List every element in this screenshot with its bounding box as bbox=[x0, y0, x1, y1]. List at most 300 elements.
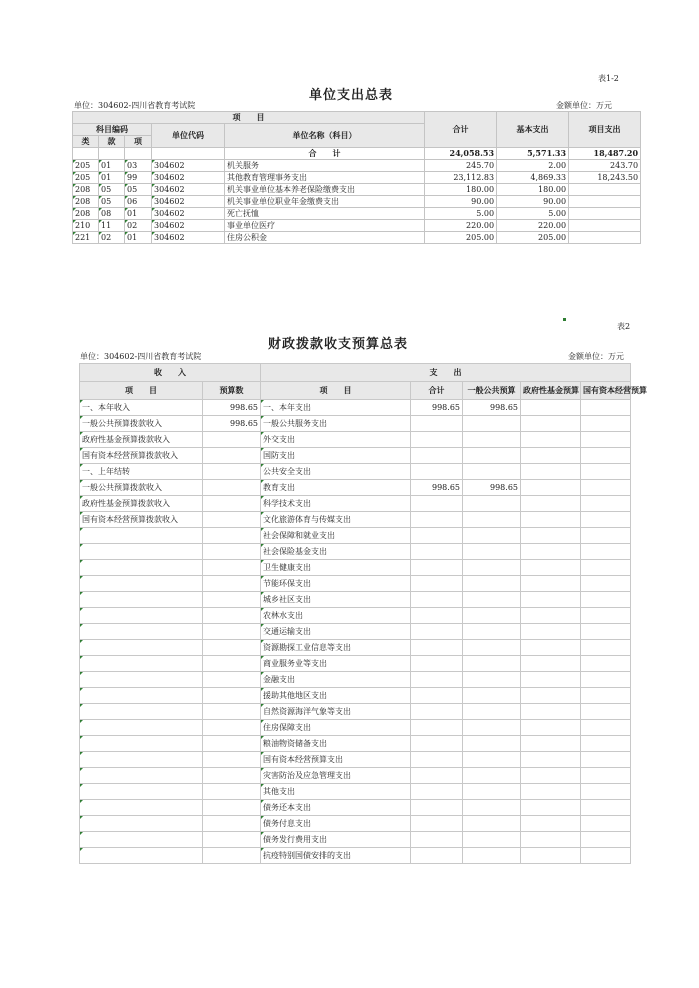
project-cell bbox=[569, 220, 641, 232]
income-item-cell bbox=[80, 704, 203, 720]
gov-fund-cell bbox=[521, 480, 581, 496]
unit-code-cell: 304602 bbox=[152, 208, 225, 220]
general-budget-cell bbox=[463, 608, 521, 624]
table-row bbox=[80, 848, 631, 864]
table-row bbox=[80, 704, 631, 720]
state-capital-cell bbox=[581, 720, 631, 736]
table-row bbox=[80, 640, 631, 656]
income-amount-cell: 998.65 bbox=[203, 400, 261, 416]
income-item-cell bbox=[80, 624, 203, 640]
gov-fund-cell bbox=[521, 640, 581, 656]
income-amount-cell bbox=[203, 640, 261, 656]
project-cell bbox=[569, 184, 641, 196]
expense-item-cell: 科学技术支出 bbox=[261, 496, 411, 512]
general-budget-cell bbox=[463, 768, 521, 784]
expense-total-cell bbox=[411, 640, 463, 656]
state-capital-cell bbox=[581, 656, 631, 672]
expense-total-cell bbox=[411, 768, 463, 784]
state-capital-cell bbox=[581, 640, 631, 656]
basic-cell: 4,869.33 bbox=[497, 172, 569, 184]
general-budget-cell bbox=[463, 592, 521, 608]
table-row bbox=[73, 208, 641, 220]
header-unit-name: 单位名称（科目） bbox=[225, 124, 425, 148]
expense-item-cell: 灾害防治及应急管理支出 bbox=[261, 768, 411, 784]
total-cell: 220.00 bbox=[425, 220, 497, 232]
gov-fund-cell bbox=[521, 448, 581, 464]
income-item-cell bbox=[80, 752, 203, 768]
unit-code-cell: 304602 bbox=[152, 160, 225, 172]
expense-item-cell: 国有资本经营预算支出 bbox=[261, 752, 411, 768]
expense-item-cell: 粮油物资储备支出 bbox=[261, 736, 411, 752]
amount-unit-label: 金额单位：万元 bbox=[568, 352, 624, 361]
expense-item-cell: 国防支出 bbox=[261, 448, 411, 464]
income-item-cell: 政府性基金预算拨款收入 bbox=[80, 496, 203, 512]
table-row bbox=[80, 480, 631, 496]
expense-total-cell bbox=[411, 496, 463, 512]
expense-item-cell: 商业服务业等支出 bbox=[261, 656, 411, 672]
gov-fund-cell bbox=[521, 704, 581, 720]
expenditure-summary-table bbox=[72, 111, 641, 244]
income-amount-cell bbox=[203, 464, 261, 480]
expense-item-cell: 债务还本支出 bbox=[261, 800, 411, 816]
expense-total-cell bbox=[411, 848, 463, 864]
unit-name-cell: 其他教育管理事务支出 bbox=[225, 172, 425, 184]
header-income: 收 入 bbox=[80, 364, 261, 382]
income-amount-cell bbox=[203, 832, 261, 848]
table-row bbox=[80, 496, 631, 512]
income-item-cell bbox=[80, 576, 203, 592]
expense-item-cell: 节能环保支出 bbox=[261, 576, 411, 592]
project-cell bbox=[569, 232, 641, 244]
gov-fund-cell bbox=[521, 800, 581, 816]
header-general-budget: 一般公共预算 bbox=[463, 382, 521, 400]
income-amount-cell bbox=[203, 592, 261, 608]
general-budget-cell bbox=[463, 528, 521, 544]
general-budget-cell bbox=[463, 576, 521, 592]
expense-total-cell bbox=[411, 608, 463, 624]
income-item-cell bbox=[80, 592, 203, 608]
income-item-cell: 国有资本经营预算拨款收入 bbox=[80, 448, 203, 464]
gov-fund-cell bbox=[521, 784, 581, 800]
fiscal-budget-table bbox=[79, 363, 647, 864]
expense-total-cell bbox=[411, 736, 463, 752]
unit-name-cell: 住房公积金 bbox=[225, 232, 425, 244]
subject-lei-cell: 208 bbox=[73, 184, 99, 196]
project-cell: 243.70 bbox=[569, 160, 641, 172]
amount-unit-label: 金额单位：万元 bbox=[556, 101, 612, 110]
expense-total-cell bbox=[411, 688, 463, 704]
income-amount-cell bbox=[203, 720, 261, 736]
income-item-cell: 国有资本经营预算拨款收入 bbox=[80, 512, 203, 528]
subject-xiang-cell: 03 bbox=[125, 160, 152, 172]
gov-fund-cell bbox=[521, 400, 581, 416]
state-capital-cell bbox=[581, 704, 631, 720]
general-budget-cell bbox=[463, 496, 521, 512]
expense-item-cell: 住房保障支出 bbox=[261, 720, 411, 736]
state-capital-cell bbox=[581, 832, 631, 848]
subject-lei-cell: 208 bbox=[73, 196, 99, 208]
table-row bbox=[80, 816, 631, 832]
income-item-cell bbox=[80, 688, 203, 704]
header-total: 合计 bbox=[425, 112, 497, 148]
table-row bbox=[80, 752, 631, 768]
expense-total-cell bbox=[411, 576, 463, 592]
expense-item-cell: 文化旅游体育与传媒支出 bbox=[261, 512, 411, 528]
header-state-capital: 国有资本经营预算 bbox=[581, 382, 631, 400]
total-cell: 23,112.83 bbox=[425, 172, 497, 184]
state-capital-cell bbox=[581, 464, 631, 480]
table-row bbox=[80, 512, 631, 528]
state-capital-cell bbox=[581, 576, 631, 592]
gov-fund-cell bbox=[521, 832, 581, 848]
income-amount-cell bbox=[203, 768, 261, 784]
gov-fund-cell bbox=[521, 608, 581, 624]
income-amount-cell bbox=[203, 448, 261, 464]
state-capital-cell bbox=[581, 496, 631, 512]
state-capital-cell bbox=[581, 512, 631, 528]
state-capital-cell bbox=[581, 848, 631, 864]
header-basic: 基本支出 bbox=[497, 112, 569, 148]
gov-fund-cell bbox=[521, 752, 581, 768]
table-row bbox=[73, 220, 641, 232]
expense-item-cell: 自然资源海洋气象等支出 bbox=[261, 704, 411, 720]
state-capital-cell bbox=[581, 768, 631, 784]
table-row bbox=[80, 544, 631, 560]
general-budget-cell bbox=[463, 816, 521, 832]
income-amount-cell bbox=[203, 512, 261, 528]
page-title: 财政拨款收支预算总表 bbox=[268, 337, 409, 352]
income-amount-cell bbox=[203, 656, 261, 672]
state-capital-cell bbox=[581, 448, 631, 464]
income-amount-cell bbox=[203, 688, 261, 704]
income-amount-cell: 998.65 bbox=[203, 416, 261, 432]
state-capital-cell bbox=[581, 592, 631, 608]
state-capital-cell bbox=[581, 432, 631, 448]
income-item-cell bbox=[80, 528, 203, 544]
expense-total-cell bbox=[411, 448, 463, 464]
subject-xiang-cell: 06 bbox=[125, 196, 152, 208]
basic-cell: 220.00 bbox=[497, 220, 569, 232]
expense-total-cell bbox=[411, 624, 463, 640]
header-kuan: 款 bbox=[99, 136, 125, 148]
general-budget-cell bbox=[463, 704, 521, 720]
income-item-cell bbox=[80, 736, 203, 752]
expense-total-cell bbox=[411, 512, 463, 528]
income-item-cell: 一般公共预算拨款收入 bbox=[80, 416, 203, 432]
general-budget-cell bbox=[463, 560, 521, 576]
income-amount-cell bbox=[203, 608, 261, 624]
table-row bbox=[73, 172, 641, 184]
table-row bbox=[80, 672, 631, 688]
expense-total-cell bbox=[411, 816, 463, 832]
subject-xiang-cell: 01 bbox=[125, 208, 152, 220]
table-row bbox=[80, 736, 631, 752]
project-cell: 18,243.50 bbox=[569, 172, 641, 184]
general-budget-cell bbox=[463, 544, 521, 560]
expense-total-cell bbox=[411, 464, 463, 480]
basic-cell: 205.00 bbox=[497, 232, 569, 244]
total-cell: 205.00 bbox=[425, 232, 497, 244]
table-row bbox=[80, 560, 631, 576]
table-row bbox=[80, 768, 631, 784]
income-item-cell bbox=[80, 608, 203, 624]
income-item-cell: 政府性基金预算拨款收入 bbox=[80, 432, 203, 448]
basic-cell: 180.00 bbox=[497, 184, 569, 196]
total-project: 18,487.20 bbox=[569, 148, 641, 160]
header-unit-code: 单位代码 bbox=[152, 124, 225, 148]
table-row bbox=[80, 400, 631, 416]
income-item-cell bbox=[80, 656, 203, 672]
general-budget-cell bbox=[463, 848, 521, 864]
table-row bbox=[80, 448, 631, 464]
header-project: 项 目 bbox=[73, 112, 425, 124]
expense-item-cell: 一般公共服务支出 bbox=[261, 416, 411, 432]
gov-fund-cell bbox=[521, 688, 581, 704]
gov-fund-cell bbox=[521, 528, 581, 544]
expense-total-cell bbox=[411, 528, 463, 544]
gov-fund-cell bbox=[521, 720, 581, 736]
general-budget-cell bbox=[463, 688, 521, 704]
header-gov-fund: 政府性基金预算 bbox=[521, 382, 581, 400]
income-amount-cell bbox=[203, 544, 261, 560]
income-item-cell bbox=[80, 768, 203, 784]
expense-total-cell: 998.65 bbox=[411, 400, 463, 416]
income-amount-cell bbox=[203, 752, 261, 768]
unit-name-cell: 机关事业单位职业年金缴费支出 bbox=[225, 196, 425, 208]
gov-fund-cell bbox=[521, 656, 581, 672]
subject-kuan-cell: 02 bbox=[99, 232, 125, 244]
project-cell bbox=[569, 196, 641, 208]
income-amount-cell bbox=[203, 704, 261, 720]
general-budget-cell bbox=[463, 672, 521, 688]
income-item-cell bbox=[80, 544, 203, 560]
income-amount-cell bbox=[203, 560, 261, 576]
income-item-cell bbox=[80, 816, 203, 832]
expense-total-cell bbox=[411, 784, 463, 800]
state-capital-cell bbox=[581, 752, 631, 768]
unit-label: 单位：304602-四川省教育考试院 bbox=[80, 352, 202, 361]
unit-code-cell: 304602 bbox=[152, 232, 225, 244]
subject-xiang-cell: 99 bbox=[125, 172, 152, 184]
general-budget-cell bbox=[463, 752, 521, 768]
subject-kuan-cell: 05 bbox=[99, 196, 125, 208]
unit-code-cell: 304602 bbox=[152, 184, 225, 196]
subject-kuan-cell: 01 bbox=[99, 172, 125, 184]
total-cell: 180.00 bbox=[425, 184, 497, 196]
subject-kuan-cell: 08 bbox=[99, 208, 125, 220]
income-amount-cell bbox=[203, 848, 261, 864]
table-row bbox=[80, 720, 631, 736]
total-basic: 5,571.33 bbox=[497, 148, 569, 160]
general-budget-cell bbox=[463, 832, 521, 848]
income-item-cell: 一、上年结转 bbox=[80, 464, 203, 480]
unit-code-cell: 304602 bbox=[152, 196, 225, 208]
basic-cell: 2.00 bbox=[497, 160, 569, 172]
general-budget-cell bbox=[463, 416, 521, 432]
expense-item-cell: 资源勘探工业信息等支出 bbox=[261, 640, 411, 656]
gov-fund-cell bbox=[521, 464, 581, 480]
general-budget-cell bbox=[463, 800, 521, 816]
subject-lei-cell: 205 bbox=[73, 160, 99, 172]
expense-item-cell: 债务发行费用支出 bbox=[261, 832, 411, 848]
income-item-cell bbox=[80, 640, 203, 656]
general-budget-cell bbox=[463, 464, 521, 480]
subject-xiang-cell: 02 bbox=[125, 220, 152, 232]
page-title: 单位支出总表 bbox=[309, 88, 394, 103]
state-capital-cell bbox=[581, 736, 631, 752]
unit-code-cell: 304602 bbox=[152, 172, 225, 184]
state-capital-cell bbox=[581, 544, 631, 560]
expense-item-cell: 援助其他地区支出 bbox=[261, 688, 411, 704]
table-row bbox=[73, 196, 641, 208]
header-xiang: 项 bbox=[125, 136, 152, 148]
cell-marker bbox=[563, 318, 566, 321]
expense-item-cell: 农林水支出 bbox=[261, 608, 411, 624]
unit-name-cell: 死亡抚恤 bbox=[225, 208, 425, 220]
gov-fund-cell bbox=[521, 496, 581, 512]
state-capital-cell bbox=[581, 688, 631, 704]
total-value: 24,058.53 bbox=[425, 148, 497, 160]
total-cell: 90.00 bbox=[425, 196, 497, 208]
expense-total-cell bbox=[411, 720, 463, 736]
expense-total-cell bbox=[411, 800, 463, 816]
gov-fund-cell bbox=[521, 576, 581, 592]
expense-total-cell bbox=[411, 416, 463, 432]
income-item-cell bbox=[80, 560, 203, 576]
expense-total-cell bbox=[411, 752, 463, 768]
income-amount-cell bbox=[203, 432, 261, 448]
subject-kuan-cell: 11 bbox=[99, 220, 125, 232]
gov-fund-cell bbox=[521, 624, 581, 640]
gov-fund-cell bbox=[521, 768, 581, 784]
income-amount-cell bbox=[203, 816, 261, 832]
income-item-cell bbox=[80, 800, 203, 816]
general-budget-cell bbox=[463, 432, 521, 448]
general-budget-cell bbox=[463, 784, 521, 800]
state-capital-cell bbox=[581, 400, 631, 416]
basic-cell: 5.00 bbox=[497, 208, 569, 220]
subject-lei-cell: 210 bbox=[73, 220, 99, 232]
gov-fund-cell bbox=[521, 848, 581, 864]
general-budget-cell bbox=[463, 656, 521, 672]
gov-fund-cell bbox=[521, 592, 581, 608]
unit-name-cell: 机关服务 bbox=[225, 160, 425, 172]
income-amount-cell bbox=[203, 480, 261, 496]
subject-kuan-cell: 01 bbox=[99, 160, 125, 172]
table-row bbox=[80, 592, 631, 608]
subject-lei-cell: 208 bbox=[73, 208, 99, 220]
income-item-cell: 一、本年收入 bbox=[80, 400, 203, 416]
general-budget-cell bbox=[463, 448, 521, 464]
project-cell bbox=[569, 208, 641, 220]
header-lei: 类 bbox=[73, 136, 99, 148]
general-budget-cell bbox=[463, 624, 521, 640]
general-budget-cell bbox=[463, 512, 521, 528]
income-item-cell bbox=[80, 672, 203, 688]
general-budget-cell bbox=[463, 720, 521, 736]
state-capital-cell bbox=[581, 528, 631, 544]
income-item-cell bbox=[80, 832, 203, 848]
expense-item-cell: 金融支出 bbox=[261, 672, 411, 688]
gov-fund-cell bbox=[521, 560, 581, 576]
table-row bbox=[80, 528, 631, 544]
income-amount-cell bbox=[203, 528, 261, 544]
state-capital-cell bbox=[581, 816, 631, 832]
expense-total-cell: 998.65 bbox=[411, 480, 463, 496]
income-item-cell bbox=[80, 720, 203, 736]
gov-fund-cell bbox=[521, 672, 581, 688]
total-row bbox=[73, 148, 641, 160]
table-row bbox=[80, 800, 631, 816]
expense-total-cell bbox=[411, 832, 463, 848]
state-capital-cell bbox=[581, 560, 631, 576]
income-amount-cell bbox=[203, 672, 261, 688]
table-label: 表2 bbox=[617, 322, 631, 331]
income-amount-cell bbox=[203, 576, 261, 592]
table-row bbox=[73, 160, 641, 172]
income-item-cell bbox=[80, 784, 203, 800]
expense-total-cell bbox=[411, 672, 463, 688]
expense-item-cell: 抗疫特别国债安排的支出 bbox=[261, 848, 411, 864]
gov-fund-cell bbox=[521, 544, 581, 560]
state-capital-cell bbox=[581, 416, 631, 432]
subject-kuan-cell: 05 bbox=[99, 184, 125, 196]
expense-item-cell: 公共安全支出 bbox=[261, 464, 411, 480]
total-cell: 245.70 bbox=[425, 160, 497, 172]
expense-item-cell: 教育支出 bbox=[261, 480, 411, 496]
income-amount-cell bbox=[203, 784, 261, 800]
unit-code-cell: 304602 bbox=[152, 220, 225, 232]
table-row bbox=[80, 576, 631, 592]
subject-lei-cell: 221 bbox=[73, 232, 99, 244]
table-row bbox=[80, 624, 631, 640]
income-item-cell bbox=[80, 848, 203, 864]
expense-total-cell bbox=[411, 656, 463, 672]
gov-fund-cell bbox=[521, 736, 581, 752]
header-budget: 预算数 bbox=[203, 382, 261, 400]
table-row bbox=[73, 184, 641, 196]
state-capital-cell bbox=[581, 624, 631, 640]
expense-total-cell bbox=[411, 560, 463, 576]
header-income-item: 项 目 bbox=[80, 382, 203, 400]
header-subject-code: 科目编码 bbox=[73, 124, 152, 136]
expense-item-cell: 一、本年支出 bbox=[261, 400, 411, 416]
unit-label: 单位：304602-四川省教育考试院 bbox=[74, 101, 196, 110]
expense-item-cell: 其他支出 bbox=[261, 784, 411, 800]
subject-lei-cell: 205 bbox=[73, 172, 99, 184]
expense-total-cell bbox=[411, 704, 463, 720]
table-row bbox=[73, 232, 641, 244]
unit-name-cell: 事业单位医疗 bbox=[225, 220, 425, 232]
table-row bbox=[80, 784, 631, 800]
expense-item-cell: 社会保险基金支出 bbox=[261, 544, 411, 560]
expense-item-cell: 外交支出 bbox=[261, 432, 411, 448]
expense-total-cell bbox=[411, 544, 463, 560]
table-row bbox=[80, 688, 631, 704]
general-budget-cell: 998.65 bbox=[463, 400, 521, 416]
header-project-expense: 项目支出 bbox=[569, 112, 641, 148]
subject-xiang-cell: 05 bbox=[125, 184, 152, 196]
table-row bbox=[80, 656, 631, 672]
expense-item-cell: 债务付息支出 bbox=[261, 816, 411, 832]
state-capital-cell bbox=[581, 672, 631, 688]
general-budget-cell: 998.65 bbox=[463, 480, 521, 496]
table-label: 表1-2 bbox=[598, 74, 619, 83]
income-item-cell: 一般公共预算拨款收入 bbox=[80, 480, 203, 496]
expense-item-cell: 交通运输支出 bbox=[261, 624, 411, 640]
gov-fund-cell bbox=[521, 512, 581, 528]
state-capital-cell bbox=[581, 800, 631, 816]
